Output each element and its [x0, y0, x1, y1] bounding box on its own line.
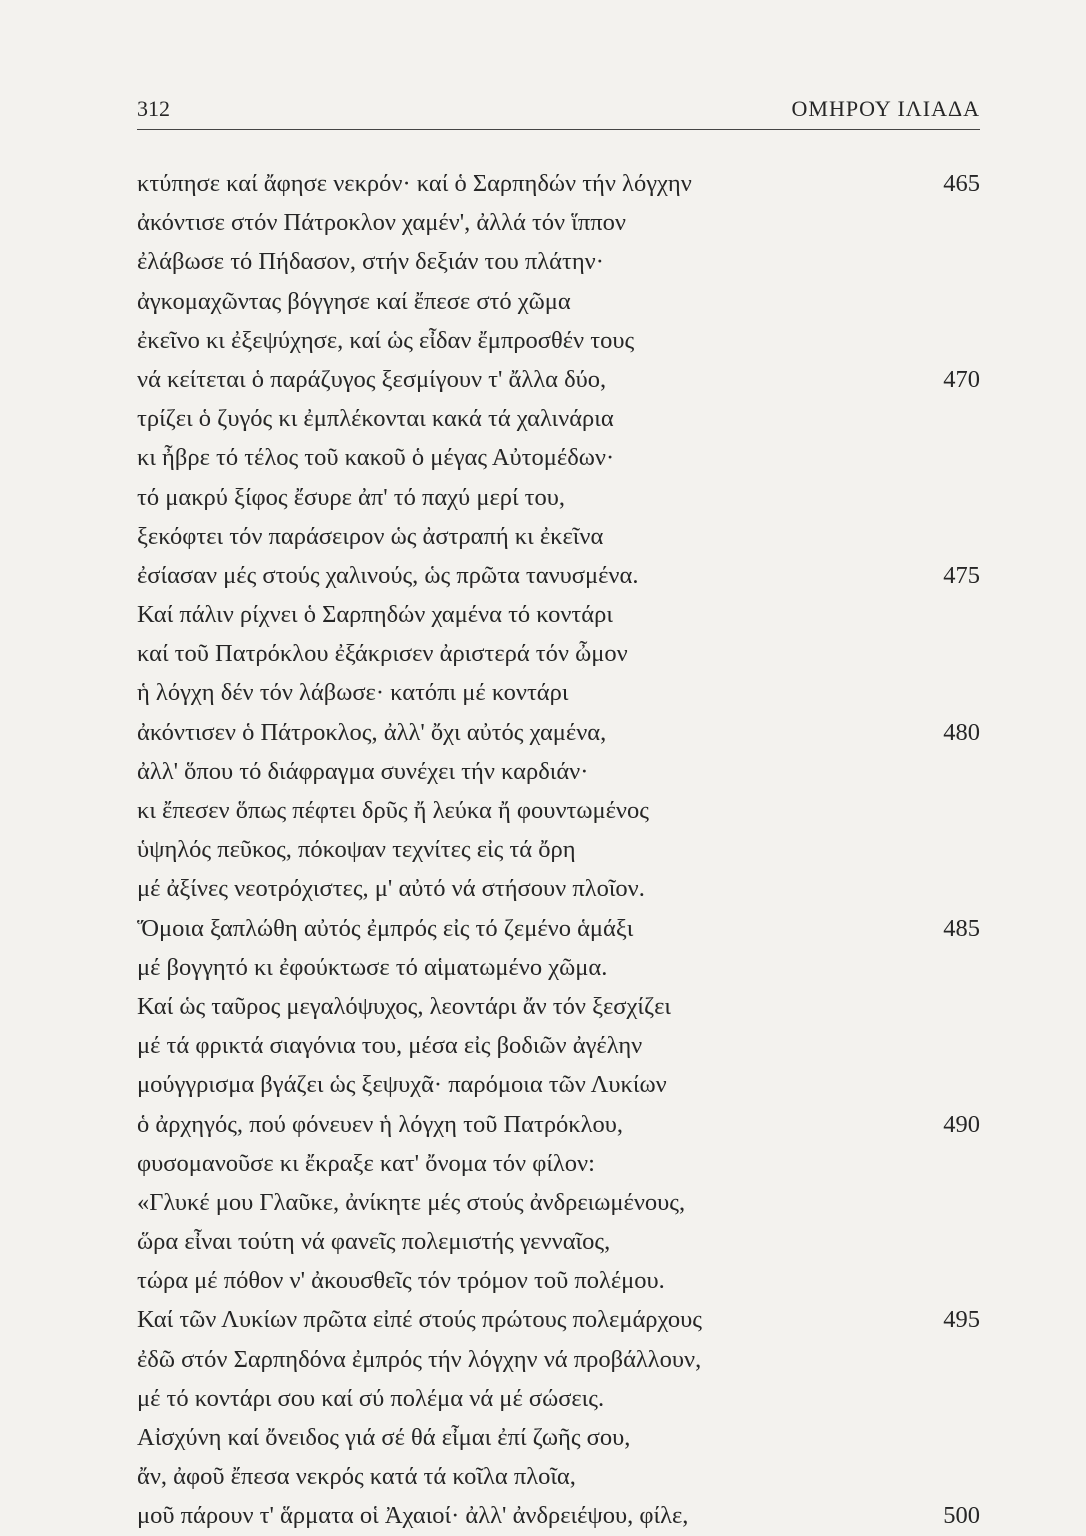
verse-text: μέ βογγητό κι ἐφούκτωσε τό αἱματωμένο χῶμα. [137, 953, 608, 981]
line-number: 500 [943, 1502, 980, 1530]
verse-line [137, 1457, 980, 1496]
verse-text: ἀκόντισεν ὁ Πάτροκλος, ἀλλ' ὄχι αὐτός χαμένα, [137, 718, 607, 746]
verse-line [137, 399, 980, 438]
verse-text: ἐλάβωσε τό Πήδασον, στήν δεξιάν του πλάτην· [137, 248, 604, 276]
verse-text: μέ τά φρικτά σιαγόνια του, μέσα εἰς βοδιῶν ἀγέλην [137, 1032, 643, 1060]
verse-line [137, 752, 980, 791]
verse-text: κι ἦβρε τό τέλος τοῦ κακοῦ ὁ μέγας Αὐτομέδων· [137, 444, 615, 472]
verse-text: κτύπησε καί ἄφησε νεκρόν· καί ὁ Σαρπηδών τήν λόγχην [137, 170, 692, 197]
verse-line [137, 1340, 980, 1379]
verse-line [137, 869, 980, 908]
line-number: 495 [943, 1306, 980, 1334]
verse-line [137, 321, 980, 360]
verse-line [137, 1222, 980, 1261]
verse-block [137, 164, 980, 1536]
verse-text: νά κείτεται ὁ παράζυγος ξεσμίγουν τ' ἄλλα δύο, [137, 365, 607, 393]
verse-line [137, 1105, 980, 1144]
line-number: 485 [943, 914, 980, 942]
verse-line [137, 242, 980, 281]
verse-line [137, 1496, 980, 1535]
verse-line [137, 1418, 980, 1457]
verse-text: ὁ ἀρχηγός, πού φόνευεν ἡ λόγχη τοῦ Πατρόκλου, [137, 1110, 624, 1138]
verse-text: ἄν, ἀφοῦ ἔπεσα νεκρός κατά τά κοῖλα πλοῖα, [137, 1463, 576, 1491]
verse-line [137, 1183, 980, 1222]
verse-line [137, 1065, 980, 1104]
verse-line [137, 713, 980, 752]
verse-text: καί τοῦ Πατρόκλου ἐξάκρισεν ἀριστερά τόν ὦμον [137, 640, 628, 668]
verse-line [137, 1379, 980, 1418]
line-number: 490 [943, 1110, 980, 1138]
verse-line [137, 634, 980, 673]
verse-text: κι ἔπεσεν ὅπως πέφτει δρῦς ἤ λεύκα ἤ φουντωμένος [137, 797, 649, 824]
verse-text: ὑψηλός πεῦκος, πόκοψαν τεχνίτες εἰς τά ὄρη [137, 836, 576, 864]
verse-line [137, 948, 980, 987]
line-number: 475 [943, 561, 980, 589]
verse-text: ἐσίασαν μές στούς χαλινούς, ὡς πρῶτα τανυσμένα. [137, 561, 639, 589]
verse-line [137, 791, 980, 830]
verse-text: ἀγκομαχῶντας βόγγησε καί ἔπεσε στό χῶμα [137, 287, 571, 315]
verse-line [137, 478, 980, 517]
verse-text: Καί πάλιν ρίχνει ὁ Σαρπηδών χαμένα τό κοντάρι [137, 601, 613, 629]
page-number: 312 [137, 96, 170, 121]
verse-line [137, 282, 980, 321]
verse-line [137, 1026, 980, 1065]
verse-line [137, 438, 980, 477]
verse-text: μοῦ πάρουν τ' ἅρματα οἱ Ἀχαιοί· ἀλλ' ἀνδρειέψου, φίλε, [137, 1502, 689, 1530]
verse-text: ξεκόφτει τόν παράσειρον ὡς ἀστραπή κι ἐκεῖνα [137, 522, 604, 550]
verse-text: ἐδῶ στόν Σαρπηδόνα ἐμπρός τήν λόγχην νά προβάλλουν, [137, 1345, 702, 1373]
verse-text: ἀκόντισε στόν Πάτροκλον χαμέν', ἀλλά τόν ἵππον [137, 209, 626, 237]
verse-line [137, 987, 980, 1026]
verse-text: Καί ὡς ταῦρος μεγαλόψυχος, λεοντάρι ἄν τόν ξεσχίζει [137, 992, 671, 1020]
line-number: 465 [943, 170, 980, 197]
verse-line [137, 1300, 980, 1339]
verse-text: Καί τῶν Λυκίων πρῶτα εἰπέ στούς πρώτους πολεμάρχους [137, 1306, 702, 1334]
verse-line [137, 556, 980, 595]
verse-text: ἀλλ' ὅπου τό διάφραγμα συνέχει τήν καρδιάν· [137, 757, 589, 785]
verse-text: τρίζει ὁ ζυγός κι ἐμπλέκονται κακά τά χαλινάρια [137, 405, 614, 433]
verse-text: μέ ἀξίνες νεοτρόχιστες, μ' αὐτό νά στήσουν πλοῖον. [137, 875, 645, 903]
verse-line [137, 830, 980, 869]
verse-text: «Γλυκέ μου Γλαῦκε, ἀνίκητε μές στούς ἀνδρειωμένους, [137, 1188, 686, 1216]
verse-text: ἐκεῖνο κι ἐξεψύχησε, καί ὡς εἶδαν ἔμπροσθέν τους [137, 326, 635, 354]
verse-text: φυσομανοῦσε κι ἔκραξε κατ' ὄνομα τόν φίλον: [137, 1149, 595, 1177]
verse-line [137, 673, 980, 712]
line-number: 480 [943, 718, 980, 746]
page-header [137, 96, 980, 128]
verse-line [137, 164, 980, 203]
running-title: ΟΜΗΡΟΥ ΙΛΙΑΔΑ [791, 96, 980, 121]
verse-line [137, 1261, 980, 1300]
verse-text: μέ τό κοντάρι σου καί σύ πολέμα νά μέ σώσεις. [137, 1384, 605, 1412]
line-number: 470 [943, 365, 980, 393]
verse-line [137, 595, 980, 634]
verse-text: τό μακρύ ξίφος ἔσυρε ἀπ' τό παχύ μερί του, [137, 483, 566, 511]
verse-line [137, 517, 980, 556]
verse-text: μούγγρισμα βγάζει ὡς ξεψυχᾶ· παρόμοια τῶν Λυκίων [137, 1071, 667, 1099]
verse-line [137, 1144, 980, 1183]
verse-line [137, 909, 980, 948]
verse-line [137, 203, 980, 242]
verse-text: ἡ λόγχη δέν τόν λάβωσε· κατόπι μέ κοντάρι [137, 679, 569, 707]
verse-text: τώρα μέ πόθον ν' ἀκουσθεῖς τόν τρόμον τοῦ πολέμου. [137, 1267, 665, 1295]
verse-text: ὥρα εἶναι τούτη νά φανεῖς πολεμιστής γενναῖος, [137, 1228, 611, 1256]
verse-line [137, 360, 980, 399]
verse-text: Ὅμοια ξαπλώθη αὐτός ἐμπρός εἰς τό ζεμένο ἁμάξι [137, 914, 634, 942]
verse-text: Αἰσχύνη καί ὄνειδος γιά σέ θά εἶμαι ἐπί ζωῆς σου, [137, 1424, 631, 1451]
header-rule [137, 129, 980, 130]
